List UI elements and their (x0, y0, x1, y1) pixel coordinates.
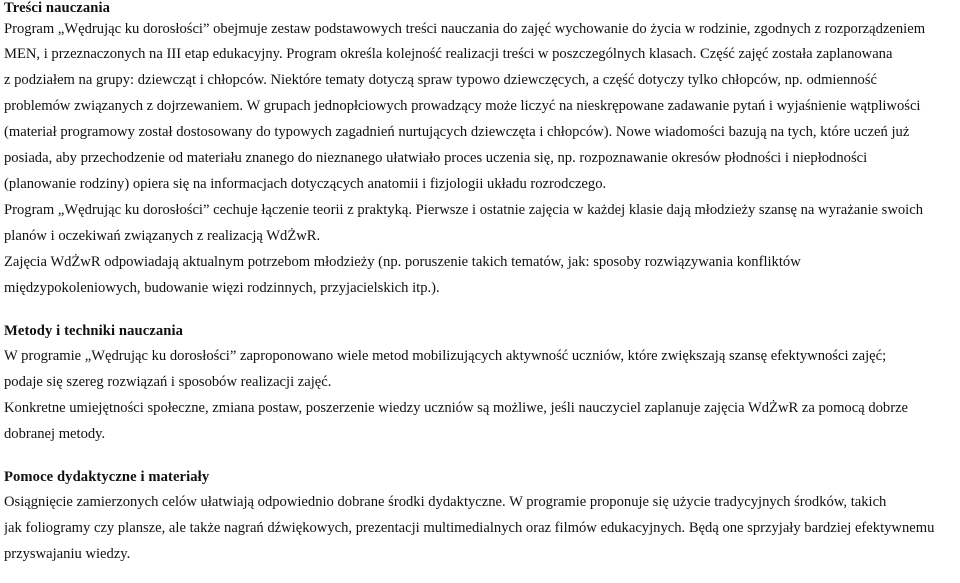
section-tresci-nauczania (4, 0, 958, 301)
paragraph-line: Zajęcia WdŻwR odpowiadają aktualnym potrzebom młodzieży (np. poruszenie takich tematów, jak: sposoby rozwiązywania konfliktów (4, 254, 801, 270)
paragraph-line: posiada, aby przechodzenie od materiału znanego do nieznanego ułatwiało proces uczenia się, np. rozpoznawanie okresów płodności i niepłodności (4, 150, 868, 166)
section-heading: Pomoce dydaktyczne i materiały (4, 469, 210, 485)
section-heading: Treści nauczania (4, 0, 111, 16)
section-spacer (4, 447, 958, 465)
paragraph-line: MEN, i przeznaczonych na III etap edukacyjny. Program określa kolejność realizacji treści w poszczególnych klasach. Część zajęć została zaplanowana (4, 46, 893, 62)
paragraph-line: jak foliogramy czy plansze, ale także nagrań dźwiękowych, prezentacji multimedialnych oraz filmów edukacyjnych. Będą one sprzyjały bardziej efektywnemu (4, 520, 935, 536)
paragraph-line: międzypokoleniowych, budowanie więzi rodzinnych, przyjacielskich itp.). (4, 280, 440, 296)
section-metody-i-techniki (4, 319, 958, 447)
paragraph-line: Program „Wędrując ku dorosłości” cechuje łączenie teorii z praktyką. Pierwsze i ostatnie zajęcia w każdej klasie dają młodzieży szansę na wyrażanie swoich (4, 202, 924, 218)
paragraph-line: problemów związanych z dojrzewaniem. W grupach jednopłciowych prowadzący może liczyć na nieskrępowane zadawanie pytań i wyjaśnienie wątpliwości (4, 98, 921, 114)
section-spacer (4, 301, 958, 319)
paragraph-line: W programie „Wędrując ku dorosłości” zaproponowano wiele metod mobilizujących aktywność uczniów, które zwiększają szansę efektywności zajęć; (4, 348, 887, 364)
paragraph-line: (materiał programowy został dostosowany do typowych zagadnień nurtujących dziewczęta i chłopców). Nowe wiadomości bazują na tych, które uczeń już (4, 124, 910, 140)
paragraph-line: z podziałem na grupy: dziewcząt i chłopców. Niektóre tematy dotyczą spraw typowo dziewczęcych, a część dotyczy tylko chłopców, np. odmienność (4, 72, 878, 88)
section-heading: Metody i techniki nauczania (4, 323, 184, 339)
paragraph-line: Program „Wędrując ku dorosłości” obejmuje zestaw podstawowych treści nauczania do zajęć wychowanie do życia w rodzinie, zgodnych z rozporządzeniem (4, 21, 926, 37)
paragraph-line: podaje się szereg rozwiązań i sposobów realizacji zajęć. (4, 374, 332, 390)
paragraph-line: planów i oczekiwań związanych z realizacją WdŻwR. (4, 228, 321, 244)
paragraph-line: dobranej metody. (4, 426, 106, 442)
paragraph-line: Konkretne umiejętności społeczne, zmiana postaw, poszerzenie wiedzy uczniów są możliwe, jeśli nauczyciel zaplanuje zajęcia WdŻwR za pomocą dobrze (4, 400, 909, 416)
paragraph-line: przyswajaniu wiedzy. (4, 546, 131, 562)
paragraph-line: (planowanie rodziny) opiera się na informacjach dotyczących anatomii i fizjologii układu rozrodczego. (4, 176, 607, 192)
document-page (4, 0, 958, 567)
paragraph-line: Osiągnięcie zamierzonych celów ułatwiają odpowiednio dobrane środki dydaktyczne. W programie proponuje się użycie tradycyjnych środków, takich (4, 494, 887, 510)
section-pomoce-dydaktyczne (4, 465, 958, 567)
